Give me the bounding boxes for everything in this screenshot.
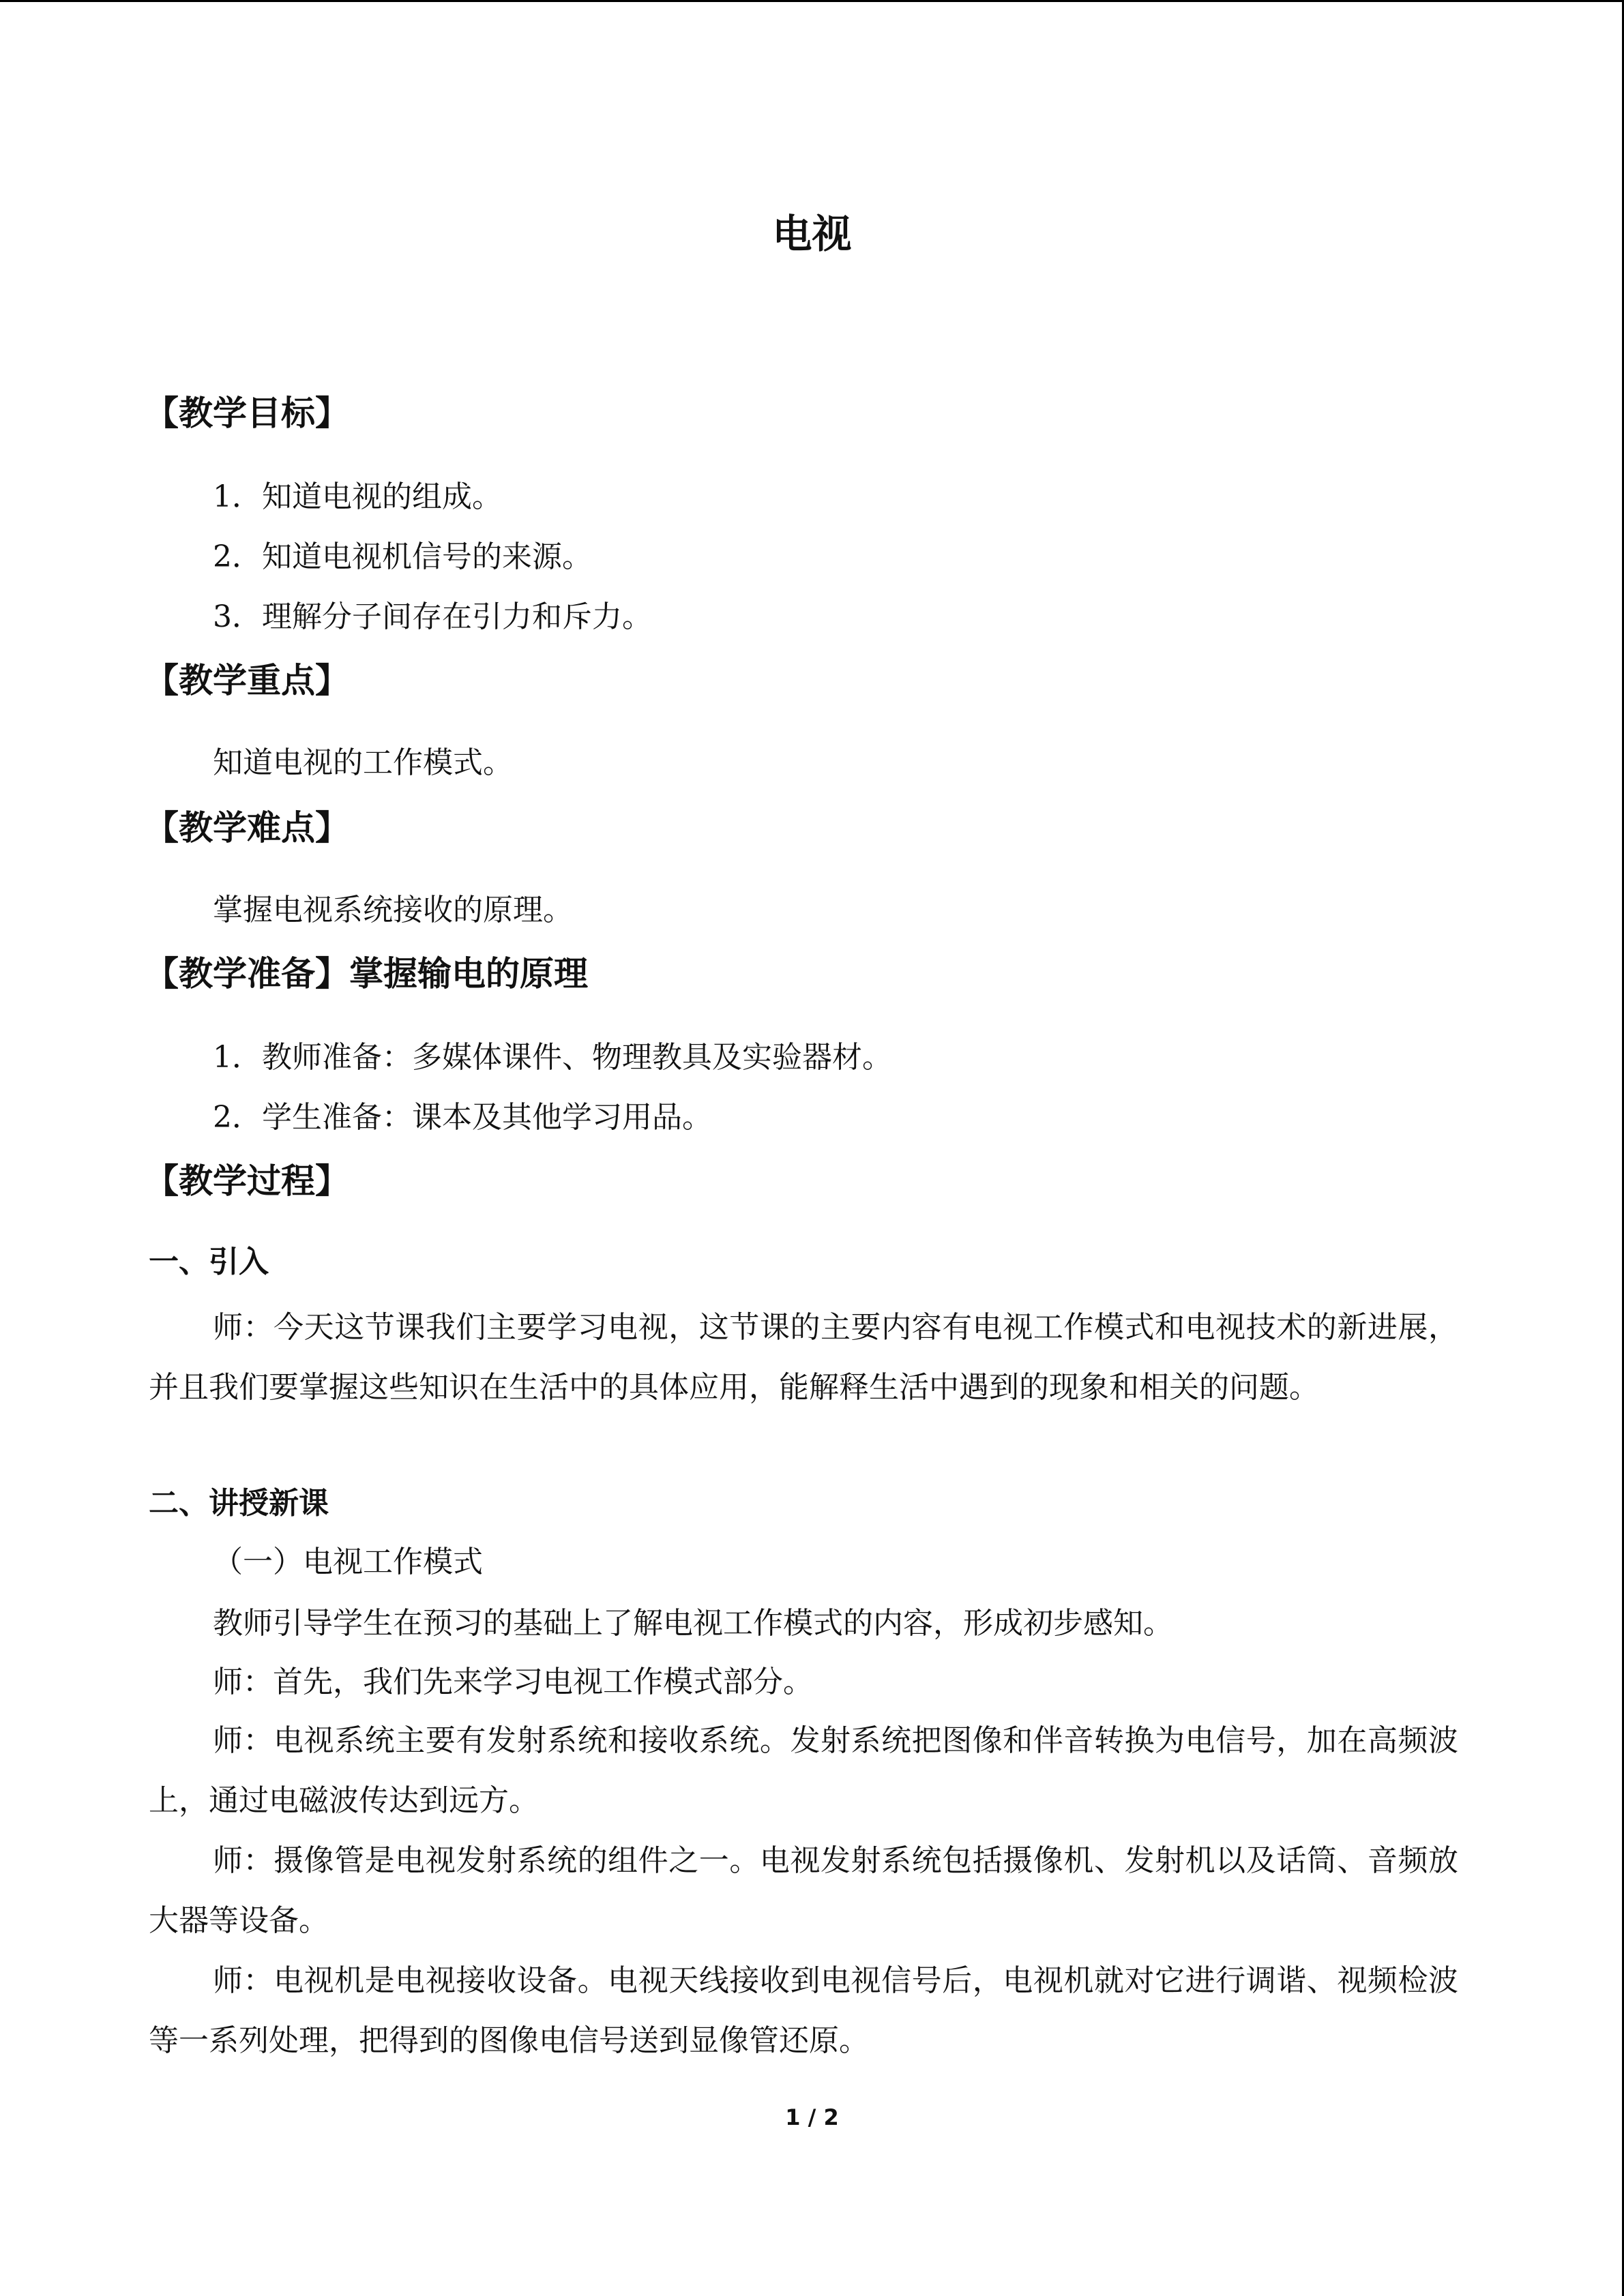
page-number: 1 / 2 (785, 2104, 839, 2130)
objectives-heading: 【教学目标】 (145, 393, 349, 433)
difficulties-text: 掌握电视系统接收的原理。 (213, 893, 573, 927)
intro-paragraph: 师：今天这节课我们主要学习电视，这节课的主要内容有电视工作模式和电视技术的新进展，并且我们要掌握这些知识在生活中的具体应用，能解释生活中遇到的现象和相关的问题。 (149, 1310, 1458, 1405)
lesson-paragraph: 师：首先，我们先来学习电视工作模式部分。 (213, 1665, 813, 1699)
objective-item: 2．知道电视机信号的来源。 (213, 539, 592, 574)
lesson-paragraph: 师：摄像管是电视发射系统的组件之一。电视发射系统包括摄像机、发射机以及话筒、音频放大器等设备。 (149, 1843, 1458, 1938)
key-points-heading: 【教学重点】 (145, 661, 349, 700)
lesson-paragraph: 教师引导学生在预习的基础上了解电视工作模式的内容，形成初步感知。 (213, 1606, 1173, 1641)
difficulties-heading: 【教学难点】 (145, 808, 349, 848)
objective-item: 1．知道电视的组成。 (213, 479, 502, 514)
preparation-heading: 【教学准备】掌握输电的原理 (145, 954, 588, 994)
subsection-title: （一）电视工作模式 (213, 1545, 483, 1579)
lesson-paragraph: 师：电视机是电视接收设备。电视天线接收到电视信号后，电视机就对它进行调谐、视频检波等一系列处理，把得到的图像电信号送到显像管还原。 (149, 1963, 1458, 2058)
preparation-item: 2．学生准备：课本及其他学习用品。 (213, 1100, 712, 1135)
key-points-text: 知道电视的工作模式。 (213, 745, 513, 780)
intro-heading: 一、引入 (149, 1244, 269, 1279)
process-heading: 【教学过程】 (145, 1161, 349, 1201)
lesson-paragraph: 师：电视系统主要有发射系统和接收系统。发射系统把图像和伴音转换为电信号，加在高频波上，通过电磁波传达到远方。 (149, 1723, 1458, 1818)
preparation-item: 1．教师准备：多媒体课件、物理教具及实验器材。 (213, 1040, 892, 1075)
objective-item: 3．理解分子间存在引力和斥力。 (213, 599, 652, 634)
document-title: 电视 (772, 211, 852, 257)
new-lesson-heading: 二、讲授新课 (149, 1486, 329, 1521)
